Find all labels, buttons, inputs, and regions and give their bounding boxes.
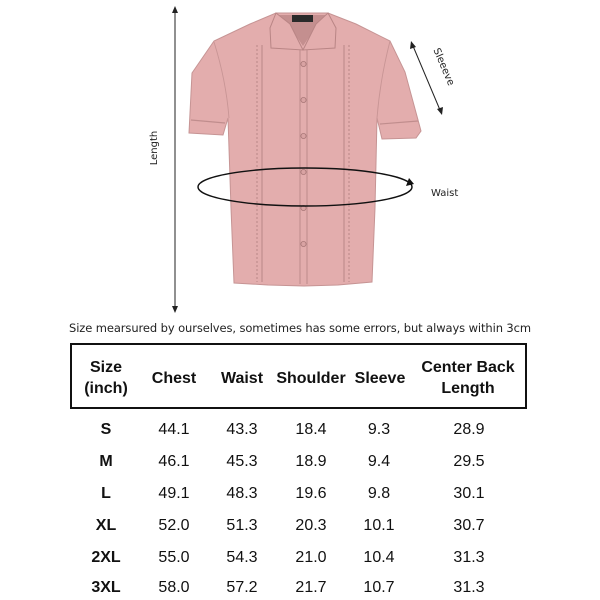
size-cell: M [99,453,113,470]
size-header-line1: Size [89,359,122,376]
size-cell: XL [95,517,117,534]
shirt-illustration [189,13,421,286]
chest-cell: 44.1 [158,421,190,438]
sleeve-header: Sleeve [354,369,406,387]
shoulder-cell: 18.9 [295,453,327,470]
waist-label: Waist [431,188,459,199]
sleeve-cell: 10.1 [363,517,395,534]
size-cell: L [101,485,111,502]
chest-cell: 49.1 [158,485,190,502]
cbl-header-line2: Length [441,380,495,397]
waist-cell: 45.3 [226,453,258,470]
length-cell: 30.7 [453,517,485,534]
neck-label [292,15,313,22]
sleeve-cell: 10.7 [363,579,395,596]
length-label: Length [149,130,160,166]
center-back-length-header [412,345,524,411]
shoulder-cell: 19.6 [295,485,327,502]
table-row [0,514,600,538]
waist-cell: 57.2 [226,579,258,596]
length-cell: 29.5 [453,453,485,470]
table-row [0,576,600,600]
table-row [0,418,600,442]
cbl-header-line1: Center Back [421,359,515,376]
sleeve-cell: 10.4 [363,549,395,566]
waist-header: Waist [220,369,264,387]
shoulder-cell: 20.3 [295,517,327,534]
shoulder-cell: 21.0 [295,549,327,566]
chest-cell: 52.0 [158,517,190,534]
shoulder-cell: 21.7 [295,579,327,596]
shoulder-cell: 18.4 [295,421,327,438]
length-cell: 28.9 [453,421,485,438]
sleeve-cell: 9.8 [367,485,391,502]
chest-header: Chest [151,369,197,387]
waist-cell: 51.3 [226,517,258,534]
waist-cell: 48.3 [226,485,258,502]
sleeve-cell: 9.4 [367,453,391,470]
shoulder-header: Shoulder [276,369,346,387]
size-cell: 2XL [91,549,121,566]
table-row [0,450,600,474]
size-cell: 3XL [91,579,121,596]
sleeve-cell: 9.3 [367,421,391,438]
size-header-line2: (inch) [84,380,128,397]
length-cell: 31.3 [453,549,485,566]
measurement-note: Size mearsured by ourselves, sometimes has some errors, but always within 3cm [69,321,531,335]
chest-cell: 46.1 [158,453,190,470]
waist-cell: 54.3 [226,549,258,566]
length-cell: 31.3 [453,579,485,596]
sleeve-label: Sleeeve [430,46,457,88]
size-cell: S [100,421,112,438]
length-indicator [149,6,178,313]
sleeve-indicator [410,41,456,115]
waist-cell: 43.3 [226,421,258,438]
chest-cell: 58.0 [158,579,190,596]
table-row [0,482,600,506]
size-header-cell [75,345,137,411]
length-cell: 30.1 [453,485,485,502]
chest-cell: 55.0 [158,549,190,566]
table-row [0,546,600,570]
